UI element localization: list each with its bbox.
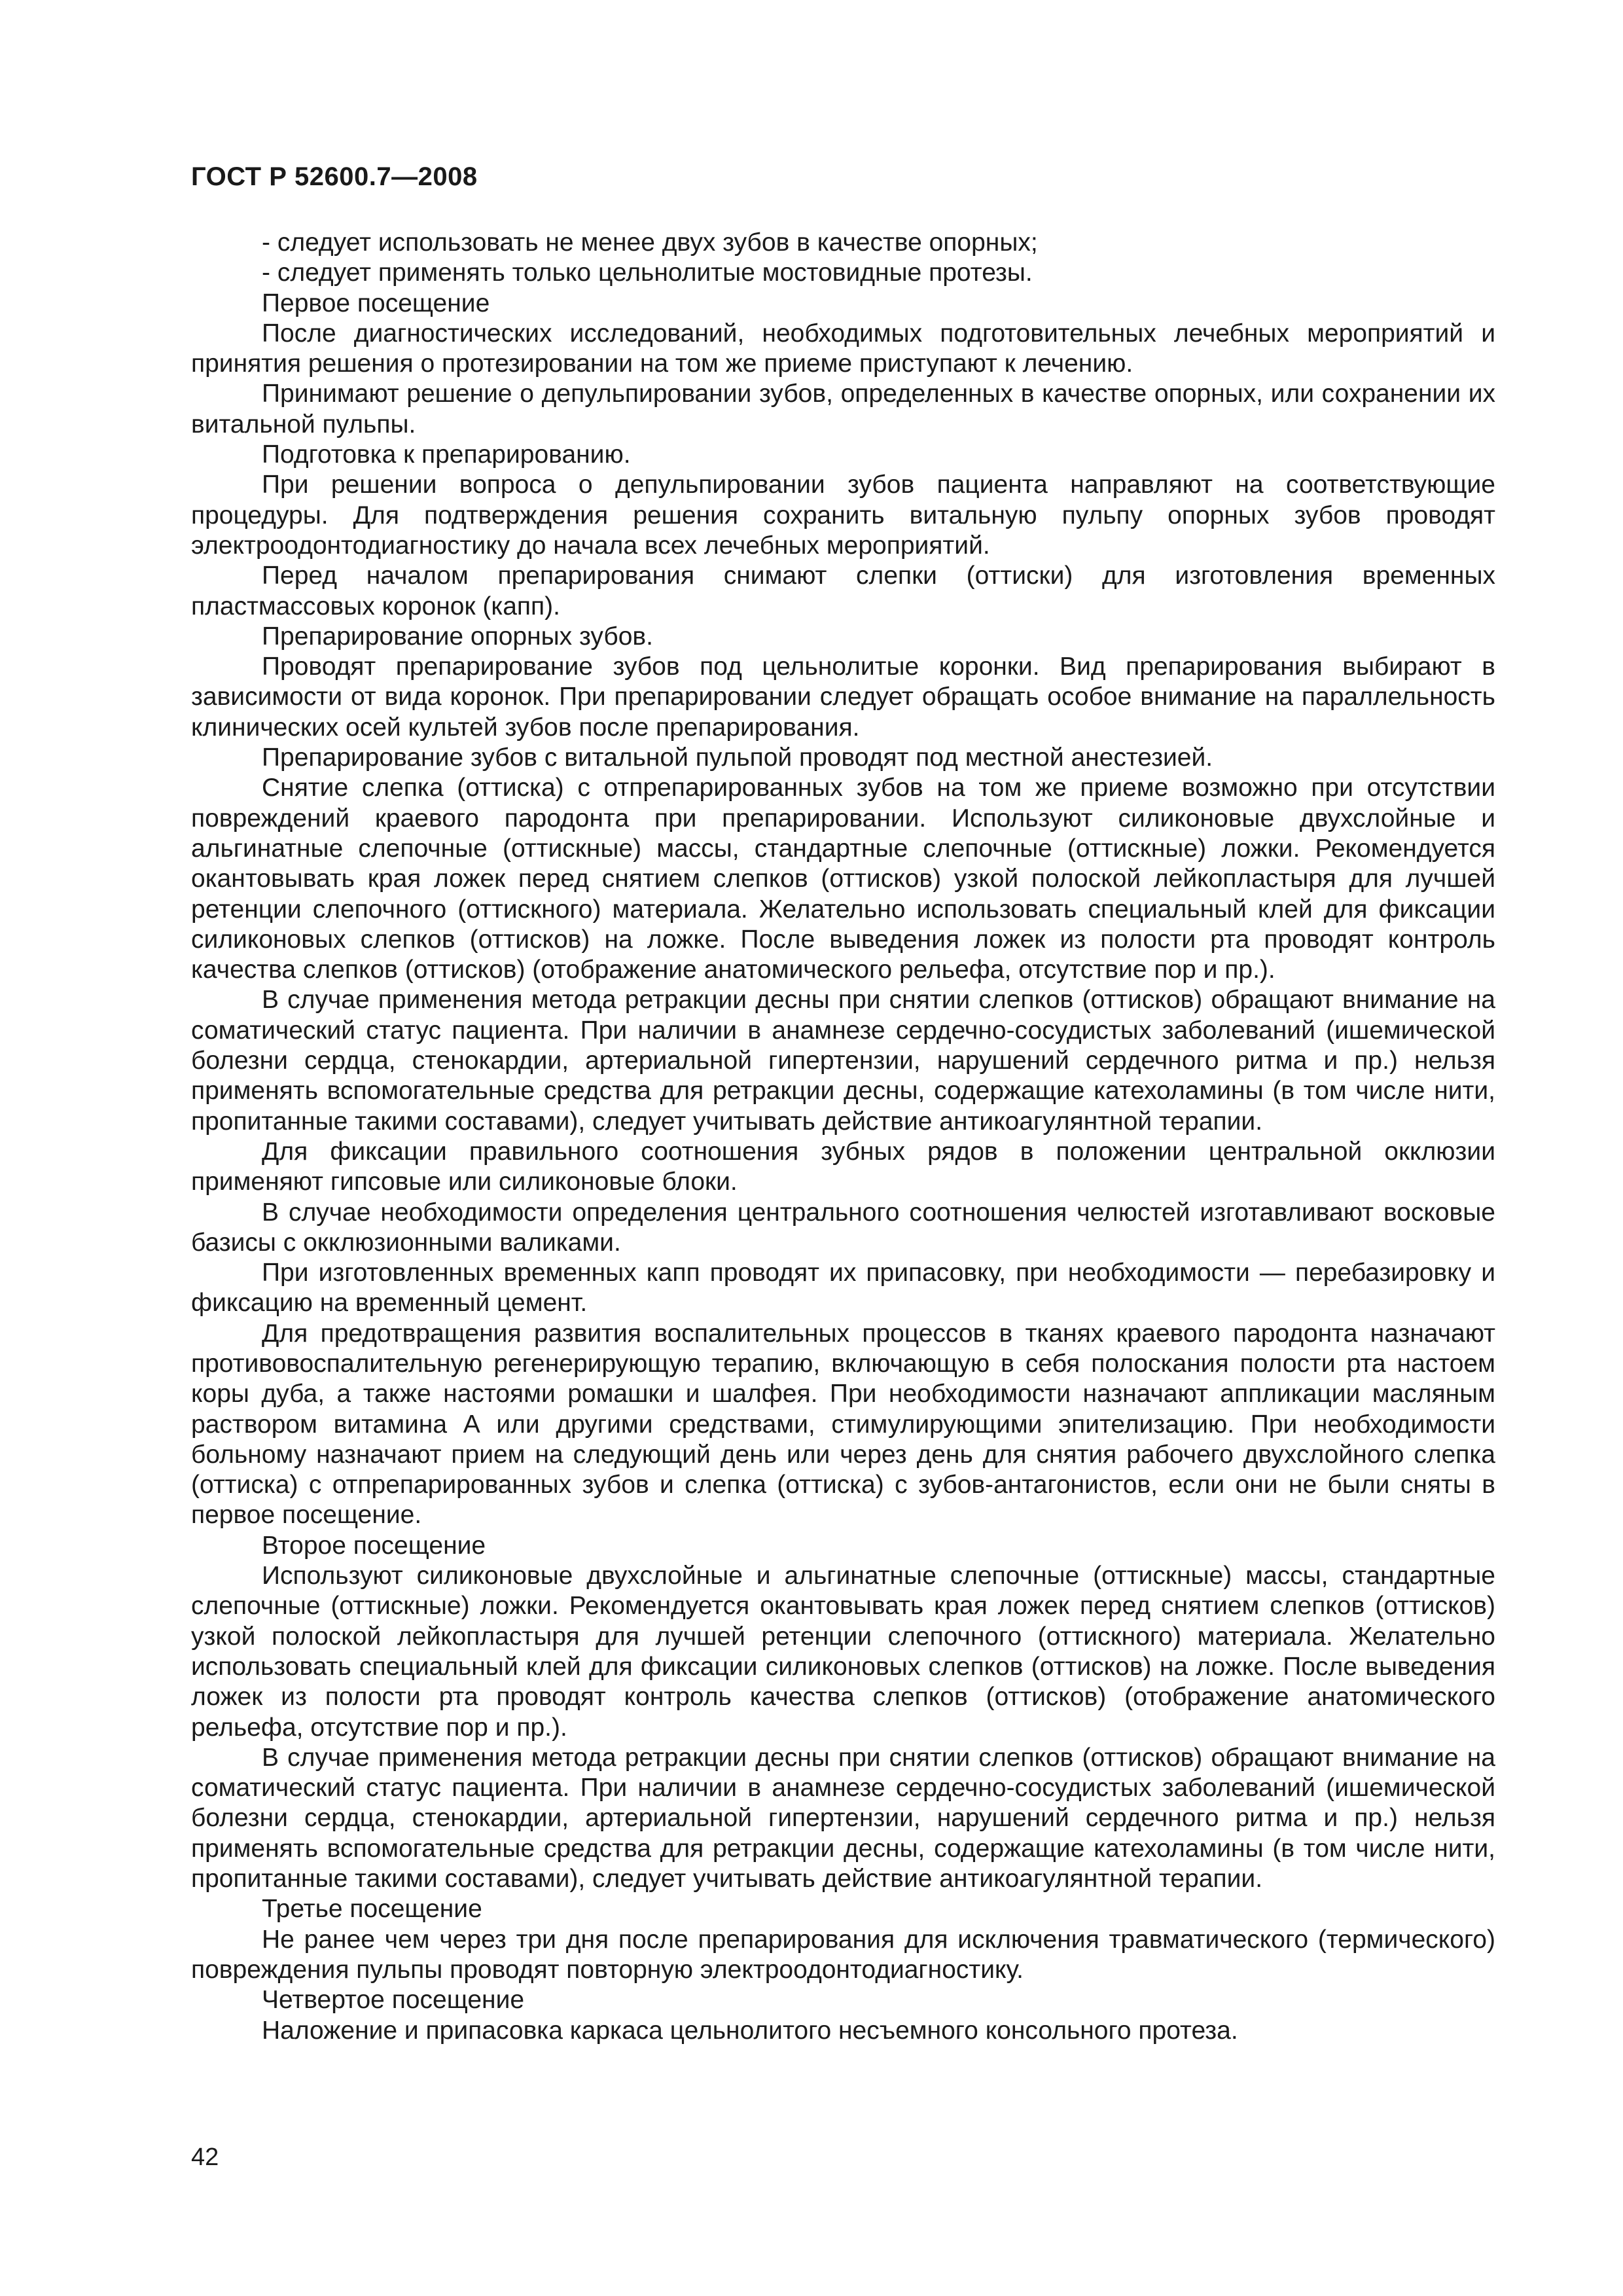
paragraph: Перед началом препарирования снимают слепки (оттиски) для изготовления временных пластмассовых коронок (капп). <box>191 562 1495 620</box>
paragraph: После диагностических исследований, необходимых подготовительных лечебных мероприятий и принятия решения о протезировании на том же приеме приступают к лечению. <box>191 319 1495 378</box>
paragraph: Наложение и припасовка каркаса цельнолитого несъемного консольного протеза. <box>262 2016 1238 2045</box>
paragraph: Подготовка к препарированию. <box>262 440 631 469</box>
paragraph: Не ранее чем через три дня после препарирования для исключения травматического (термического) повреждения пульпы проводят повторную электроодонтодиагностику. <box>191 1925 1495 1984</box>
paragraph: Препарирование зубов с витальной пульпой проводят под местной анестезией. <box>262 744 1213 772</box>
standard-header: ГОСТ Р 52600.7—2008 <box>191 162 478 191</box>
paragraph: В случае применения метода ретракции десны при снятии слепков (оттисков) обращают внимание на соматический статус пациента. При наличии в анамнезе сердечно-сосудистых заболеваний (ишемической болезни сердца, стенокардии, артериальной гипертензии, нарушений сердечного ритма и пр.) нельзя применять вспомогательные средства для ретракции десны, содержащие катехоламины (в том числе нити, пропитанные такими составами), следует учитывать действие антикоагулянтной терапии. <box>191 1743 1495 1893</box>
page-number: 42 <box>191 2144 219 2171</box>
paragraph: Принимают решение о депульпировании зубов, определенных в качестве опорных, или сохранении их витальной пульпы. <box>191 380 1495 439</box>
section-heading: Второе посещение <box>262 1531 486 1560</box>
section-heading: Третье посещение <box>262 1895 482 1924</box>
paragraph: Для фиксации правильного соотношения зубных рядов в положении центральной окклюзии применяют гипсовые или силиконовые блоки. <box>191 1137 1495 1196</box>
document-body <box>191 228 1495 2046</box>
paragraph: Препарирование опорных зубов. <box>262 622 653 651</box>
section-heading: Первое посещение <box>262 289 490 317</box>
paragraph: В случае применения метода ретракции десны при снятии слепков (оттисков) обращают внимание на соматический статус пациента. При наличии в анамнезе сердечно-сосудистых заболеваний (ишемической болезни сердца, стенокардии, артериальной гипертензии, нарушений сердечного ритма и пр.) нельзя применять вспомогательные средства для ретракции десны, содержащие катехоламины (в том числе нити, пропитанные такими составами), следует учитывать действие антикоагулянтной терапии. <box>191 986 1495 1136</box>
paragraph: При изготовленных временных капп проводят их припасовку, при необходимости — перебазировку и фиксацию на временный цемент. <box>191 1259 1495 1318</box>
paragraph: - следует применять только цельнолитые мостовидные протезы. <box>262 259 1033 287</box>
paragraph: При решении вопроса о депульпировании зубов пациента направляют на соответствующие процедуры. Для подтверждения решения сохранить витальную пульпу опорных зубов проводят электроодонтодиагностику до начала всех лечебных мероприятий. <box>191 471 1495 560</box>
paragraph: Снятие слепка (оттиска) с отпрепарированных зубов на том же приеме возможно при отсутствии повреждений краевого пародонта при препарировании. Используют силиконовые двухслойные и альгинатные слепочные (оттискные) массы, стандартные слепочные (оттискные) ложки. Рекомендуется окантовывать края ложек перед снятием слепков (оттисков) узкой полоской лейкопластыря для лучшей ретенции слепочного (оттискного) материала. Желательно использовать специальный клей для фиксации силиконовых слепков (оттисков) на ложке. После выведения ложек из полости рта проводят контроль качества слепков (оттисков) (отображение анатомического рельефа, отсутствие пор и пр.). <box>191 774 1495 984</box>
paragraph: В случае необходимости определения центрального соотношения челюстей изготавливают восковые базисы с окклюзионными валиками. <box>191 1198 1495 1257</box>
paragraph: - следует использовать не менее двух зубов в качестве опорных; <box>262 228 1038 257</box>
section-heading: Четвертое посещение <box>262 1986 525 2015</box>
paragraph: Для предотвращения развития воспалительных процессов в тканях краевого пародонта назначают противовоспалительную регенерирующую терапию, включающую в себя полоскания полости рта настоем коры дуба, а также настоями ромашки и шалфея. При необходимости назначают аппликации масляным раствором витамина А или другими средствами, стимулирующими эпителизацию. При необходимости больному назначают прием на следующий день или через день для снятия рабочего двухслойного слепка (оттиска) с отпрепарированных зубов и слепка (оттиска) с зубов-антагонистов, если они не были сняты в первое посещение. <box>191 1319 1495 1530</box>
paragraph: Используют силиконовые двухслойные и альгинатные слепочные (оттискные) массы, стандартные слепочные (оттискные) ложки. Рекомендуется окантовывать края ложек перед снятием слепков (оттисков) узкой полоской лейкопластыря для лучшей ретенции слепочного (оттискного) материала. Желательно использовать специальный клей для фиксации силиконовых слепков (оттисков) на ложке. После выведения ложек из полости рта проводят контроль качества слепков (оттисков) (отображение анатомического рельефа, отсутствие пор и пр.). <box>191 1562 1495 1742</box>
paragraph: Проводят препарирование зубов под цельнолитые коронки. Вид препарирования выбирают в зависимости от вида коронок. При препарировании следует обращать особое внимание на параллельность клинических осей культей зубов после препарирования. <box>191 653 1495 742</box>
